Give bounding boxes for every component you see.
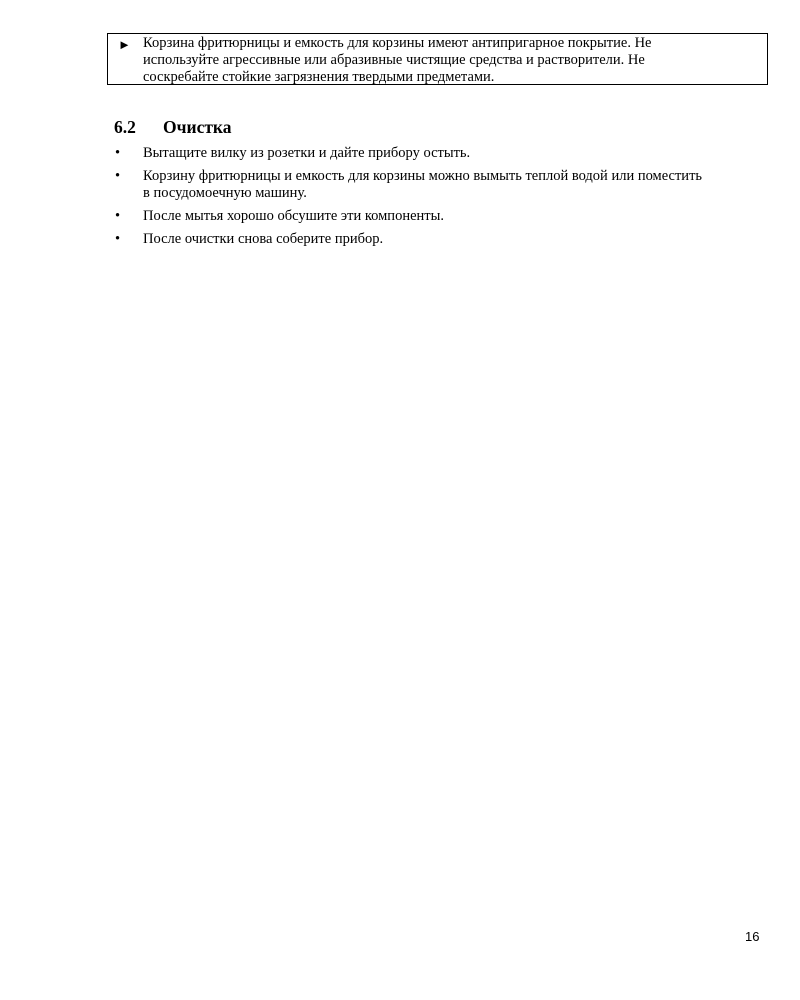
note-line: Корзина фритюрницы и емкость для корзины имеют антипригарное покрытие. Не bbox=[143, 35, 652, 51]
list-item bbox=[114, 231, 774, 248]
bullet-icon: • bbox=[115, 168, 121, 184]
section-heading bbox=[114, 116, 774, 138]
bullet-icon: • bbox=[115, 145, 121, 161]
list-item-line: в посудомоечную машину. bbox=[143, 185, 307, 201]
list-item-line: После мытья хорошо обсушите эти компоненты. bbox=[143, 208, 444, 224]
cleaning-steps-list bbox=[114, 145, 774, 248]
bullet-icon: • bbox=[115, 231, 121, 247]
bullet-icon: • bbox=[115, 208, 121, 224]
note-line: используйте агрессивные или абразивные чистящие средства и растворители. Не bbox=[143, 52, 645, 68]
arrow-icon: ► bbox=[118, 37, 131, 52]
list-item bbox=[114, 168, 774, 202]
note-line: соскребайте стойкие загрязнения твердыми предметами. bbox=[143, 69, 495, 85]
list-item-line: Корзину фритюрницы и емкость для корзины можно вымыть теплой водой или поместить bbox=[143, 168, 703, 184]
section-number: 6.2 bbox=[114, 117, 136, 137]
warning-note-text bbox=[143, 35, 763, 86]
list-item-line: После очистки снова соберите прибор. bbox=[143, 231, 384, 247]
cleaning-section bbox=[114, 116, 774, 254]
page-number: 16 bbox=[745, 929, 760, 944]
list-item bbox=[114, 145, 774, 162]
section-title: Очистка bbox=[163, 117, 232, 137]
list-item bbox=[114, 208, 774, 225]
warning-note-box bbox=[107, 33, 768, 85]
list-item-line: Вытащите вилку из розетки и дайте прибору остыть. bbox=[143, 145, 471, 161]
